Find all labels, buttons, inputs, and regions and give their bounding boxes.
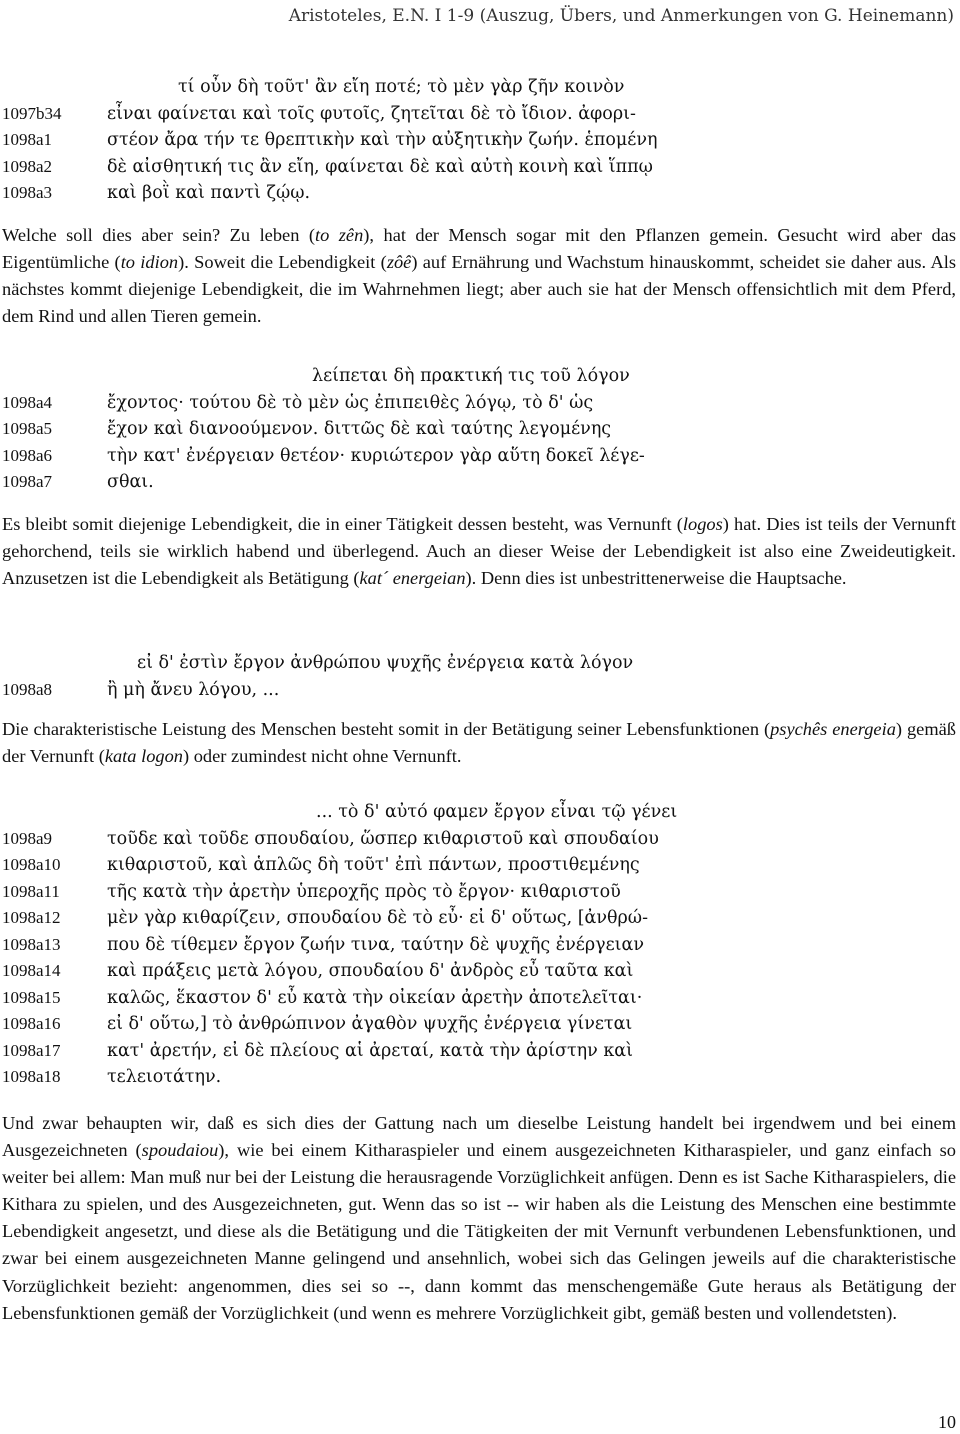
bekker-reference: 1098a8 xyxy=(2,679,53,699)
translation-paragraph-3 xyxy=(2,716,956,770)
greek-term: to zên xyxy=(315,225,364,245)
greek-text: που δὲ τίθεμεν ἔργον ζωήν τινα, ταύτην δὲ ψυχῆς ἐνέργειαν xyxy=(107,934,644,955)
bekker-reference: 1098a4 xyxy=(2,392,53,412)
translation-text: Es bleibt somit diejenige Lebendigkeit, die in einer Tätigkeit dessen besteht, was Vernunft ( xyxy=(2,514,683,534)
greek-text: τῆς κατὰ τὴν ἀρετὴν ὑπεροχῆς πρὸς τὸ ἔργον· κιθαριστοῦ xyxy=(107,881,621,902)
greek-text: εἰ δ' οὕτω,] τὸ ἀνθρώπινον ἀγαθὸν ψυχῆς ἐνέργεια γίνεται xyxy=(107,1014,633,1034)
greek-passage-3 xyxy=(0,650,960,703)
bekker-reference: 1098a14 xyxy=(2,961,61,980)
greek-passage-2 xyxy=(0,363,960,496)
greek-text: σθαι. xyxy=(107,472,154,492)
greek-line xyxy=(0,1011,960,1038)
greek-text: δὲ αἰσθητική τις ἂν εἴη, φαίνεται δὲ καὶ αὐτὴ κοινὴ καὶ ἵππῳ xyxy=(107,156,653,177)
greek-text: μὲν γὰρ κιθαρίζειν, σπουδαίου δὲ τὸ εὖ· εἰ δ' οὕτως, [ἀνθρώ- xyxy=(107,908,648,928)
translation-paragraph-2 xyxy=(2,511,956,592)
greek-line xyxy=(0,469,960,496)
greek-line xyxy=(0,101,960,128)
greek-text: τοῦδε καὶ τοῦδε σπουδαίου, ὥσπερ κιθαριστοῦ καὶ σπουδαίου xyxy=(107,828,659,849)
greek-text: καὶ βοῒ καὶ παντὶ ζῴῳ. xyxy=(107,183,311,203)
greek-line xyxy=(0,932,960,959)
translation-text: Und zwar behaupten wir, daß es sich dies der Gattung nach um dieselbe Leistung handelt bei irgendwem und bei einem Ausgezeichneten ( xyxy=(2,1113,956,1161)
translation-text: Die charakteristische Leistung des Menschen besteht somit in der Betätigung seiner Lebensfunktionen ( xyxy=(2,719,771,739)
greek-text: ἢ μὴ ἄνευ λόγου, ... xyxy=(107,679,280,700)
bekker-reference: 1098a10 xyxy=(2,855,61,874)
translation-text: ), hat der Mensch sogar mit den Pflanzen gemein. Gesucht wird aber das Eigentümliche ( xyxy=(2,225,956,273)
bekker-reference: 1097b34 xyxy=(2,103,62,123)
translation-text: ), wie bei einem Kitharaspieler und einem ausgezeichneten Kitharaspieler, und ganz einfach so weiter bei allem: Man muß nur bei der Leistung die herausragende Vorzüglichkeit anfügen. Denn es ist Sache Kitharaspielers, die Kithara zu spielen, und des Ausgezeichneten, gut. Wenn das so ist -- wir haben als die Leistung des Menschen eine bestimmte Lebendigkeit angesetzt, und diese als die Betätigung und die Tätigkeiten der mit Vernunft verbundenen Lebensfunktionen, und zwar bei einem ausgezeichneten Manne gelingend und ansehnlich, wobei sich das Gelingen jeweils auf die charakteristische Vorzüglichkeit bezieht: angenommen, dies sei so --, dann kommt das menschengemäße Gute heraus als Betätigung der Lebensfunktionen gemäß der Vorzüglichkeit (und wenn es mehrere Vorzüglichkeit gibt, gemäß besten und vollendetsten). xyxy=(2,1140,956,1323)
greek-term: kat´ energeian xyxy=(359,568,466,589)
translation-text: ) oder zumindest nicht ohne Vernunft. xyxy=(182,746,462,767)
greek-text: κιθαριστοῦ, καὶ ἁπλῶς δὴ τοῦτ' ἐπὶ πάντων, προστιθεμένης xyxy=(107,855,640,875)
greek-text: ἔχον καὶ διανοούμενον. διττῶς δὲ καὶ ταύτης λεγομένης xyxy=(107,419,612,439)
greek-line xyxy=(0,1038,960,1065)
greek-text: λείπεται δὴ πρακτική τις τοῦ λόγον xyxy=(312,366,630,386)
greek-line xyxy=(0,879,960,906)
running-header: Aristoteles, E.N. I 1-9 (Auszug, Übers, und Anmerkungen von G. Heinemann) xyxy=(288,6,954,26)
page-number: 10 xyxy=(938,1412,956,1432)
greek-line xyxy=(0,852,960,879)
greek-term: logos xyxy=(682,514,723,534)
greek-text: καλῶς, ἕκαστον δ' εὖ κατὰ τὴν οἰκείαν ἀρετὴν ἀποτελεῖται· xyxy=(107,987,643,1008)
greek-passage-4 xyxy=(0,799,960,1091)
greek-line xyxy=(0,677,960,704)
bekker-reference: 1098a12 xyxy=(2,908,61,927)
greek-line xyxy=(0,1064,960,1091)
bekker-reference: 1098a7 xyxy=(2,472,53,491)
translation-paragraph-4 xyxy=(2,1110,956,1327)
bekker-reference: 1098a2 xyxy=(2,156,53,176)
bekker-reference: 1098a13 xyxy=(2,934,61,954)
greek-term: spoudaiou xyxy=(141,1140,219,1161)
greek-line xyxy=(0,443,960,470)
greek-text: εἰ δ' ἐστὶν ἔργον ἀνθρώπου ψυχῆς ἐνέργεια κατὰ λόγον xyxy=(137,653,634,673)
translation-text: ) gemäß der Vernunft ( xyxy=(2,719,956,767)
bekker-reference: 1098a6 xyxy=(2,445,53,465)
greek-text: στέον ἄρα τήν τε θρεπτικὴν καὶ τὴν αὐξητικὴν ζωήν. ἑπομένη xyxy=(107,130,658,150)
greek-line xyxy=(0,416,960,443)
greek-text: τί οὖν δὴ τοῦτ' ἂν εἴη ποτέ; τὸ μὲν γὰρ ζῆν κοινὸν xyxy=(178,77,625,97)
greek-line xyxy=(0,127,960,154)
greek-text: τελειοτάτην. xyxy=(107,1067,222,1087)
translation-paragraph-1 xyxy=(2,222,956,330)
bekker-reference: 1098a9 xyxy=(2,828,53,848)
bekker-reference: 1098a11 xyxy=(2,881,60,901)
greek-term: zôê xyxy=(386,252,412,273)
greek-text: κατ' ἀρετήν, εἰ δὲ πλείους αἱ ἀρεταί, κατὰ τὴν ἀρίστην καὶ xyxy=(107,1040,633,1061)
bekker-reference: 1098a1 xyxy=(2,130,53,149)
greek-term: to idion xyxy=(120,252,179,273)
greek-text: τὴν κατ' ἐνέργειαν θετέον· κυριώτερον γὰρ αὕτη δοκεῖ λέγε- xyxy=(107,445,645,466)
greek-line xyxy=(0,180,960,207)
greek-line xyxy=(0,826,960,853)
greek-passage-1 xyxy=(0,74,960,207)
translation-text: Welche soll dies aber sein? Zu leben ( xyxy=(2,225,315,245)
greek-term: kata logon xyxy=(104,746,183,767)
bekker-reference: 1098a3 xyxy=(2,183,53,202)
bekker-reference: 1098a17 xyxy=(2,1040,61,1060)
greek-text: καὶ πράξεις μετὰ λόγου, σπουδαίου δ' ἀνδρὸς εὖ ταῦτα καὶ xyxy=(107,961,634,981)
greek-line xyxy=(0,958,960,985)
greek-line xyxy=(0,74,960,101)
greek-line xyxy=(0,650,960,677)
greek-text: εἶναι φαίνεται καὶ τοῖς φυτοῖς, ζητεῖται δὲ τὸ ἴδιον. ἀφορι- xyxy=(107,103,636,124)
greek-line xyxy=(0,154,960,181)
greek-line xyxy=(0,905,960,932)
translation-text: ). Soweit die Lebendigkeit ( xyxy=(178,252,387,273)
translation-text: ). Denn dies ist unbestrittenerweise die Hauptsache. xyxy=(465,568,847,589)
greek-term: psychês energeia xyxy=(770,719,896,739)
bekker-reference: 1098a16 xyxy=(2,1014,61,1033)
greek-line xyxy=(0,363,960,390)
greek-text: ἔχοντος· τούτου δὲ τὸ μὲν ὡς ἐπιπειθὲς λόγῳ, τὸ δ' ὡς xyxy=(107,392,594,413)
bekker-reference: 1098a5 xyxy=(2,419,53,438)
greek-text: ... τὸ δ' αὐτό φαμεν ἔργον εἶναι τῷ γένει xyxy=(316,802,678,822)
translation-text: ) hat. Dies ist teils der Vernunft gehorchend, teils sie wirklich habend und überlegend. Auch an dieser Weise der Lebendigkeit ist also eine Zweideutigkeit. Anzusetzen ist die Lebendigkeit als Betätigung ( xyxy=(2,514,956,589)
greek-line xyxy=(0,985,960,1012)
bekker-reference: 1098a15 xyxy=(2,987,61,1007)
greek-line xyxy=(0,799,960,826)
bekker-reference: 1098a18 xyxy=(2,1067,61,1086)
greek-line xyxy=(0,390,960,417)
translation-text: ) auf Ernährung und Wachstum hinauskommt, scheidet sie daher aus. Als nächstes kommt diejenige Lebendigkeit, die im Wahrnehmen liegt; aber auch sie hat der Mensch offensichtlich mit dem Pferd, dem Rind und allen Tieren gemein. xyxy=(2,252,956,327)
